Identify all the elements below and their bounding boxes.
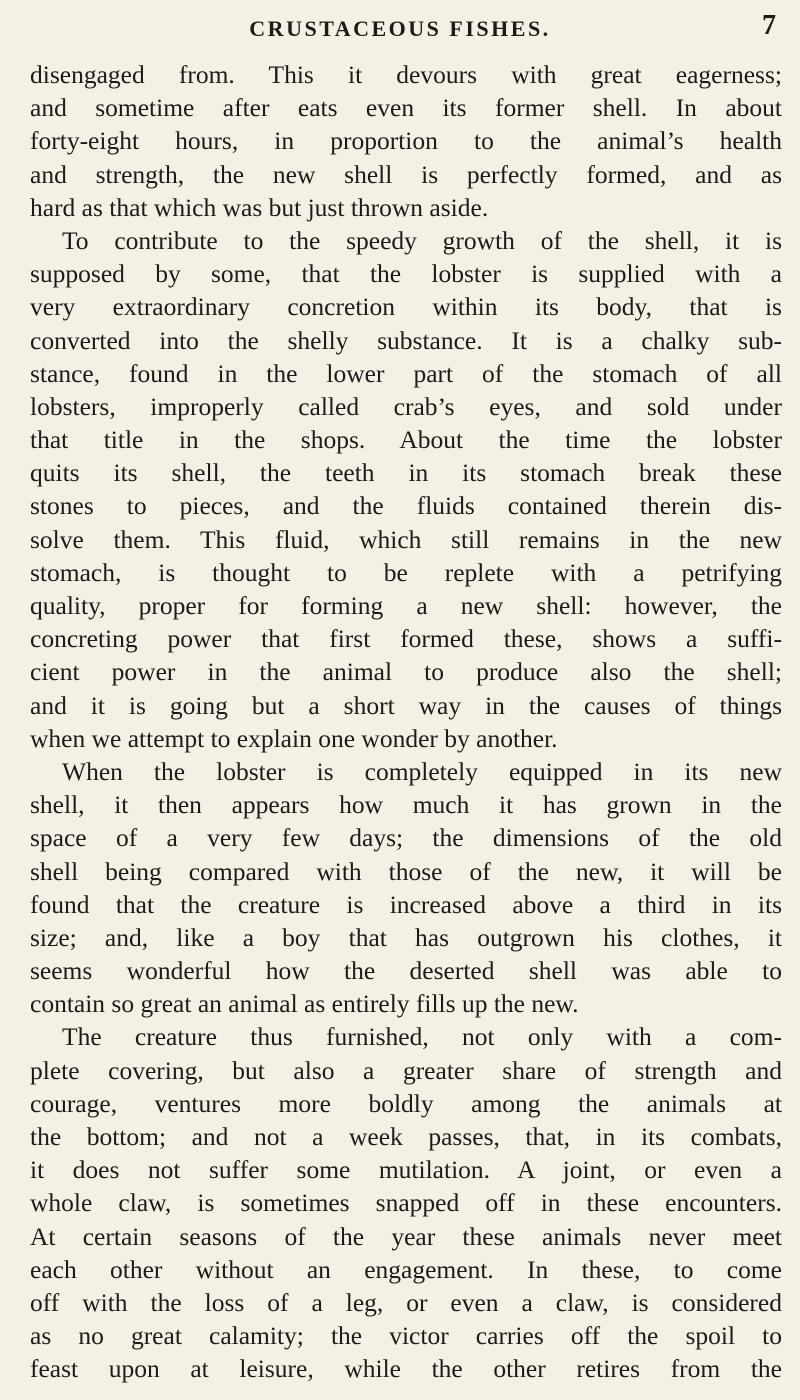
text-line: The creature thus furnished, not only with a com-	[62, 1022, 782, 1052]
text-line: stones to pieces, and the fluids contained therein dis-	[30, 491, 782, 521]
text-line: quality, proper for forming a new shell: however, the	[30, 591, 782, 620]
text-line: stance, found in the lower part of the stomach of all	[30, 358, 782, 388]
text-line: the bottom; and not a week passes, that, in its combats,	[30, 1122, 782, 1151]
text-line: shell being compared with those of the new, it will be	[30, 856, 782, 886]
text-line: it does not suffer some mutilation. A joint, or even a	[30, 1155, 782, 1185]
text-line: space of a very few days; the dimensions of the old	[30, 823, 782, 853]
text-line: courage, ventures more boldly among the animals at	[30, 1088, 782, 1118]
text-line: as no great calamity; the victor carries off the spoil to	[30, 1321, 782, 1351]
text-line: whole claw, is sometimes snapped off in these encounters.	[30, 1188, 782, 1218]
text-line: stomach, is thought to be replete with a petrifying	[30, 557, 782, 587]
text-line: that title in the shops. About the time the lobster	[30, 425, 782, 455]
text-line: solve them. This fluid, which still remains in the new	[30, 524, 782, 554]
text-line: contain so great an animal as entirely fills up the new.	[30, 989, 579, 1019]
text-line: quits its shell, the teeth in its stomach break these	[30, 458, 782, 488]
text-line: lobsters, improperly called crab’s eyes, and sold under	[30, 391, 782, 421]
text-line: supposed by some, that the lobster is supplied with a	[30, 259, 782, 289]
text-line: shell, it then appears how much it has grown in the	[30, 790, 782, 820]
running-head-title: CRUSTACEOUS FISHES.	[249, 16, 551, 41]
text-line: very extraordinary concretion within its body, that is	[30, 292, 782, 322]
page-number: 7	[762, 10, 776, 41]
text-line: disengaged from. This it devours with great eagerness;	[30, 60, 782, 89]
text-line: concreting power that first formed these, shows a suffi-	[30, 624, 782, 654]
text-line: size; and, like a boy that has outgrown his clothes, it	[30, 922, 782, 952]
text-line: forty-eight hours, in proportion to the animal’s health	[30, 126, 782, 156]
text-line: converted into the shelly substance. It is a chalky sub-	[30, 325, 782, 355]
text-line: When the lobster is completely equipped in its new	[62, 756, 782, 786]
text-line: each other without an engagement. In these, to come	[30, 1254, 782, 1284]
text-line: off with the loss of a leg, or even a claw, is considered	[30, 1287, 782, 1317]
text-line: and sometime after eats even its former shell. In about	[30, 93, 782, 123]
text-line: and it is going but a short way in the causes of things	[30, 690, 782, 720]
text-line: cient power in the animal to produce also the shell;	[30, 657, 782, 687]
text-line: when we attempt to explain one wonder by another.	[30, 723, 558, 753]
text-line: feast upon at leisure, while the other retires from the	[30, 1354, 782, 1384]
text-line: At certain seasons of the year these animals never meet	[30, 1221, 782, 1251]
text-line: and strength, the new shell is perfectly formed, and as	[30, 159, 782, 189]
text-line: seems wonderful how the deserted shell was able to	[30, 956, 782, 986]
text-line: To contribute to the speedy growth of the shell, it is	[62, 225, 782, 255]
running-head	[0, 10, 800, 50]
text-line: found that the creature is increased above a third in its	[30, 889, 782, 919]
body-text	[30, 58, 782, 1386]
text-line: plete covering, but also a greater share of strength and	[30, 1055, 782, 1085]
text-line: hard as that which was but just thrown aside.	[30, 192, 489, 222]
